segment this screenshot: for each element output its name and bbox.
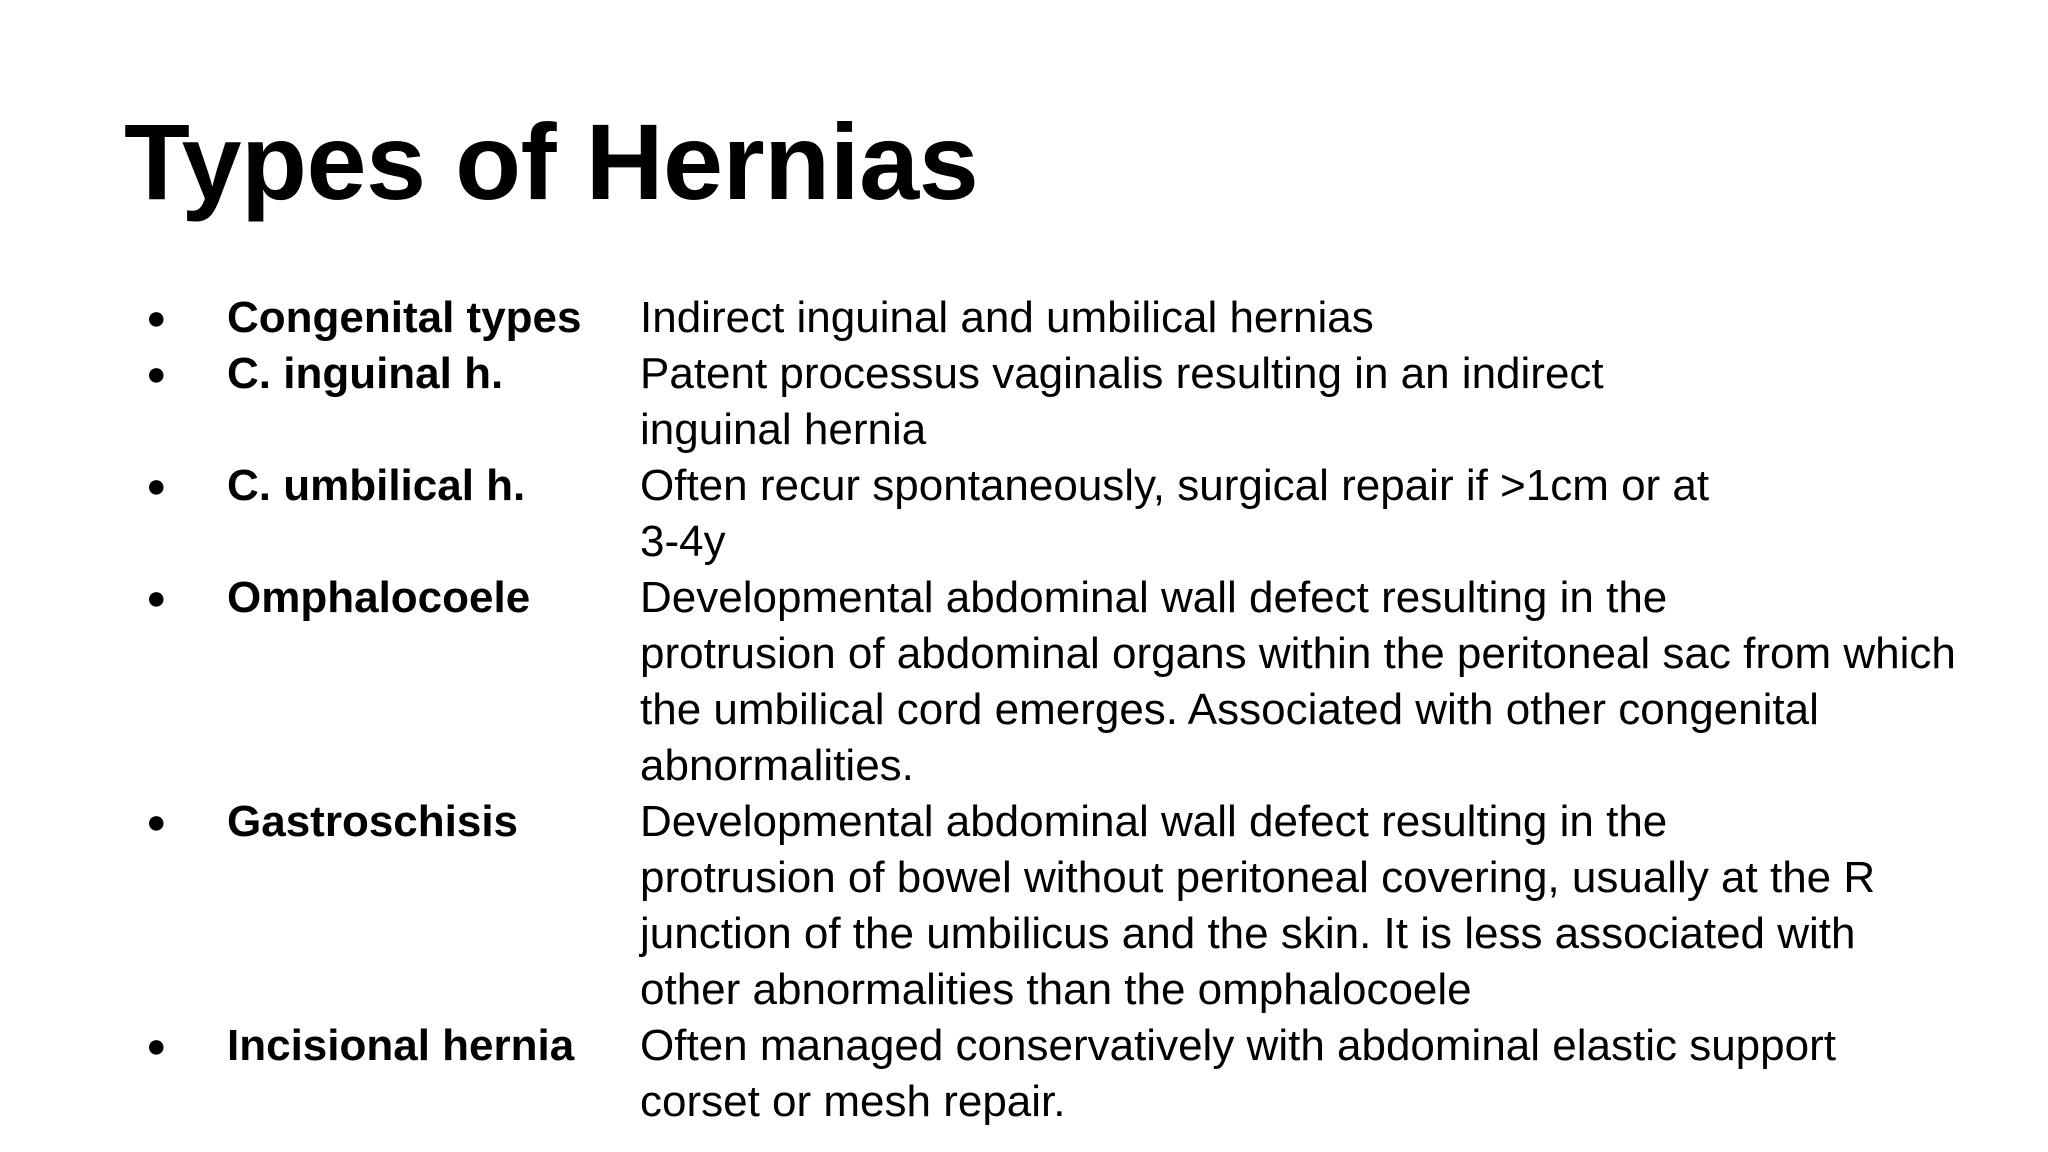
description-line: protrusion of bowel without peritoneal covering, usually at the R	[640, 853, 1876, 902]
hernia-types-list	[140, 290, 2020, 1130]
list-item-incisional-hernia	[140, 1018, 2020, 1130]
description-line: Developmental abdominal wall defect resulting in the	[640, 573, 1668, 622]
item-description	[640, 1018, 2000, 1130]
item-description	[640, 794, 2000, 1018]
description-line: protrusion of abdominal organs within the peritoneal sac from which	[640, 629, 1956, 678]
list-item-umbilical-hernia	[140, 458, 2020, 570]
description-line: Indirect inguinal and umbilical hernias	[640, 293, 1374, 342]
slide-title: Types of Hernias	[124, 101, 979, 222]
item-description	[640, 290, 2000, 346]
description-line: Often recur spontaneously, surgical repair if >1cm or at	[640, 461, 1710, 510]
bullet-icon: ●	[146, 355, 167, 393]
description-line: abnormalities.	[640, 741, 914, 790]
description-line: corset or mesh repair.	[640, 1077, 1066, 1126]
description-line: Developmental abdominal wall defect resulting in the	[640, 797, 1668, 846]
bullet-icon: ●	[146, 803, 167, 841]
bullet-icon: ●	[146, 1027, 167, 1065]
list-item-omphalocoele	[140, 570, 2020, 794]
description-line: other abnormalities than the omphalocoele	[640, 965, 1472, 1014]
item-term: Incisional hernia	[227, 1021, 575, 1070]
item-description	[640, 570, 2000, 794]
description-line: junction of the umbilicus and the skin. It is less associated with	[640, 909, 1856, 958]
description-line: Patent processus vaginalis resulting in an indirect	[640, 349, 1604, 398]
item-term: C. umbilical h.	[227, 461, 526, 510]
item-description	[640, 346, 2000, 458]
bullet-icon: ●	[146, 467, 167, 505]
bullet-icon: ●	[146, 299, 167, 337]
item-description	[640, 458, 2000, 570]
list-item-gastroschisis	[140, 794, 2020, 1018]
description-line: 3-4y	[640, 517, 726, 566]
item-term: Omphalocoele	[227, 573, 531, 622]
item-term: C. inguinal h.	[227, 349, 504, 398]
description-line: Often managed conservatively with abdominal elastic support	[640, 1021, 1836, 1070]
item-term: Congenital types	[227, 293, 582, 342]
item-term: Gastroschisis	[227, 797, 519, 846]
description-line: inguinal hernia	[640, 405, 927, 454]
list-item-inguinal-hernia	[140, 346, 2020, 458]
list-item-congenital-types	[140, 290, 2020, 346]
description-line: the umbilical cord emerges. Associated with other congenital	[640, 685, 1819, 734]
bullet-icon: ●	[146, 579, 167, 617]
